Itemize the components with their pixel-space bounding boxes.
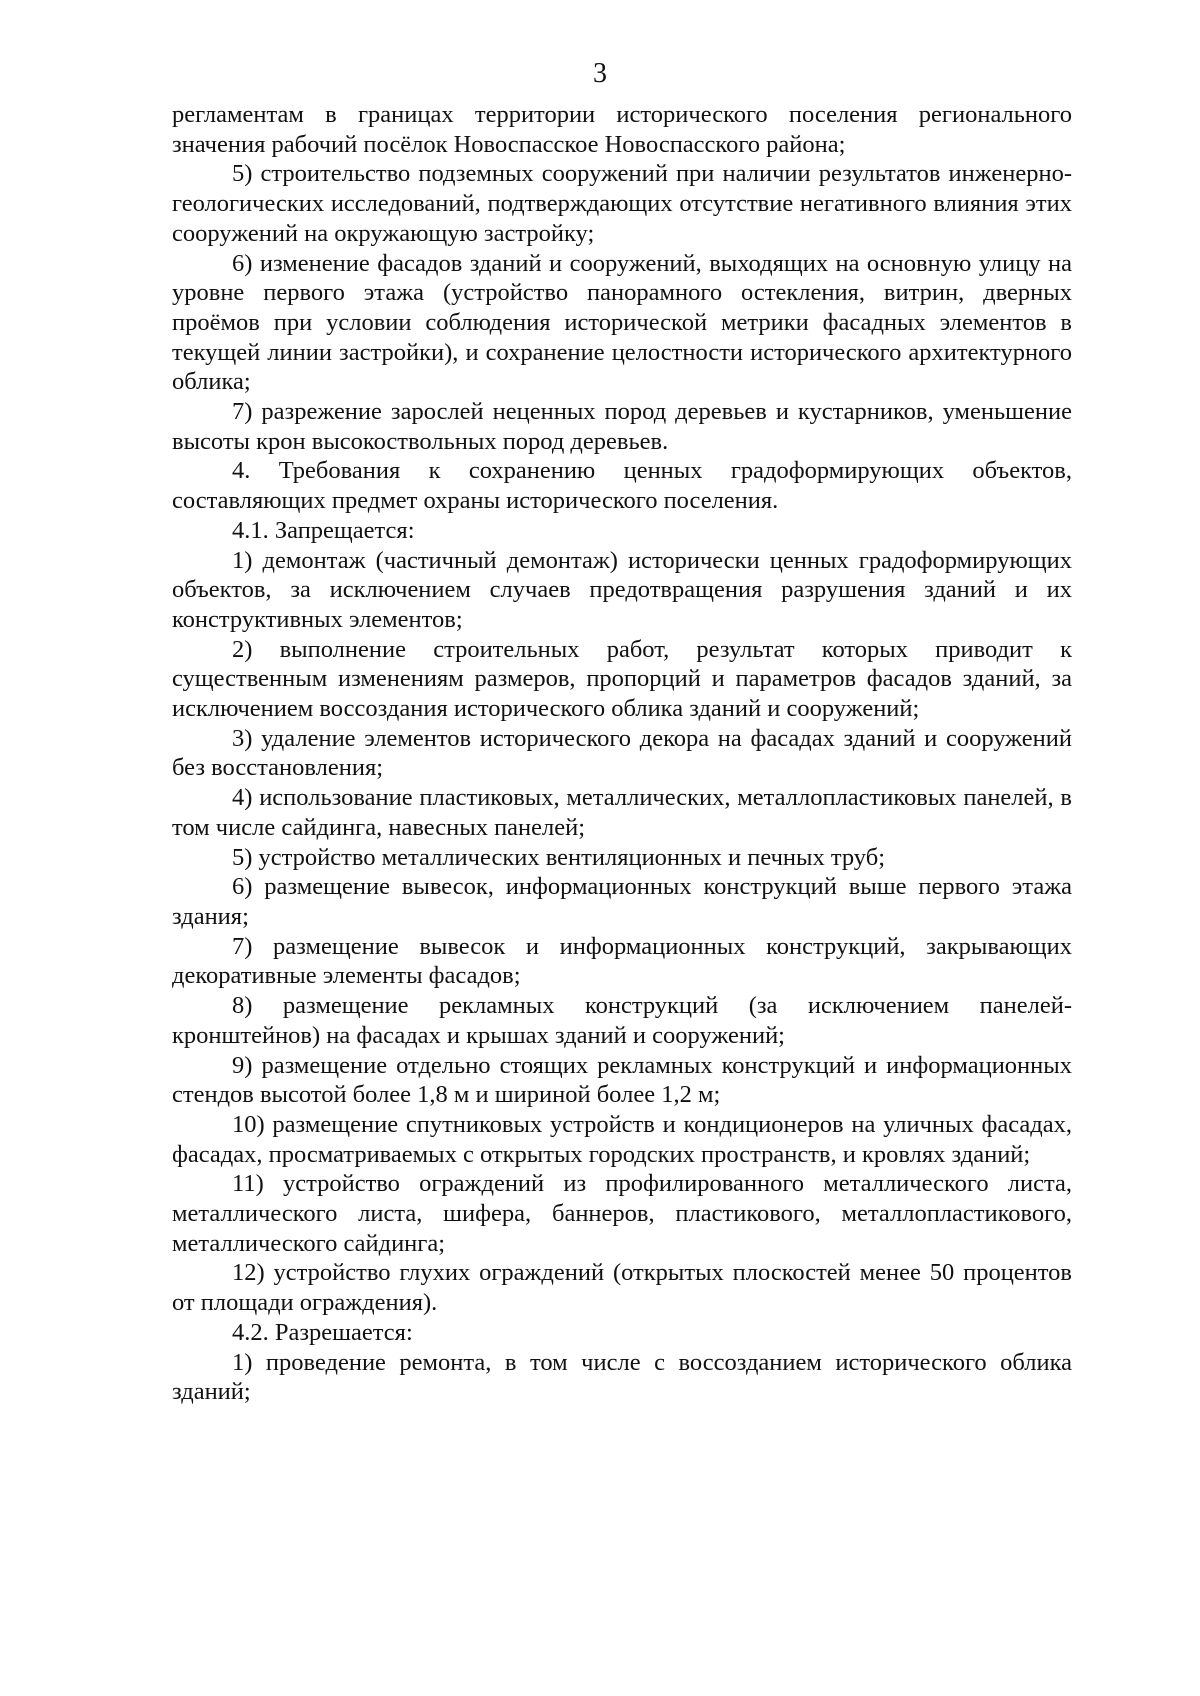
paragraph: 7) разрежение зарослей неценных пород деревьев и кустарников, уменьшение высоты крон высокоствольных пород деревьев. — [172, 398, 1072, 455]
paragraph: 6) изменение фасадов зданий и сооружений, выходящих на основную улицу на уровне первого этажа (устройство панорамного остекления, витрин, дверных проёмов при условии соблюдения исторической метрики фасадных элементов в текущей линии застройки), и сохранение целостности исторического архитектурного облика; — [172, 249, 1072, 396]
page-number: 3 — [593, 58, 607, 89]
paragraph: 1) проведение ремонта, в том числе с воссозданием исторического облика зданий; — [172, 1348, 1072, 1406]
paragraph: 10) размещение спутниковых устройств и кондиционеров на уличных фасадах, фасадах, просматриваемых с открытых городских пространств, и кровлях зданий; — [172, 1110, 1072, 1168]
paragraph: 5) устройство металлических вентиляционных и печных труб; — [232, 843, 886, 871]
paragraph: 5) строительство подземных сооружений при наличии результатов инженерно-геологических исследований, подтверждающих отсутствие негативного влияния этих сооружений на окружающую застройку; — [172, 160, 1072, 247]
paragraph: 11) устройство ограждений из профилированного металлического листа, металлического листа, шифера, баннеров, пластикового, металлопластикового, металлического сайдинга; — [172, 1170, 1072, 1257]
paragraph: 4.1. Запрещается: — [232, 516, 415, 544]
paragraph: 3) удаление элементов исторического декора на фасадах зданий и сооружений без восстановления; — [172, 724, 1072, 782]
paragraph: 1) демонтаж (частичный демонтаж) исторически ценных градоформирующих объектов, за исключением случаев предотвращения разрушения зданий и их конструктивных элементов; — [172, 546, 1072, 633]
paragraph: 4.2. Разрешается: — [232, 1318, 413, 1346]
paragraph: 8) размещение рекламных конструкций (за исключением панелей-кронштейнов) на фасадах и крышах зданий и сооружений; — [172, 992, 1072, 1049]
paragraph: 4) использование пластиковых, металлических, металлопластиковых панелей, в том числе сайдинга, навесных панелей; — [172, 784, 1072, 841]
paragraph: регламентам в границах территории исторического поселения регионального значения рабочий посёлок Новоспасское Новоспасского района; — [172, 101, 1072, 158]
paragraph: 9) размещение отдельно стоящих рекламных конструкций и информационных стендов высотой более 1,8 м и шириной более 1,2 м; — [172, 1051, 1072, 1109]
paragraph: 4. Требования к сохранению ценных градоформирующих объектов, составляющих предмет охраны исторического поселения. — [172, 457, 1072, 515]
paragraph: 2) выполнение строительных работ, результат которых приводит к существенным изменениям размеров, пропорций и параметров фасадов зданий, за исключением воссоздания исторического облика зданий и сооружений; — [172, 635, 1072, 723]
paragraph: 12) устройство глухих ограждений (открытых плоскостей менее 50 процентов от площади ограждения). — [172, 1259, 1072, 1317]
paragraph: 7) размещение вывесок и информационных конструкций, закрывающих декоративные элементы фасадов; — [172, 932, 1072, 990]
document-body — [172, 100, 1072, 1407]
paragraph: 6) размещение вывесок, информационных конструкций выше первого этажа здания; — [172, 873, 1072, 930]
